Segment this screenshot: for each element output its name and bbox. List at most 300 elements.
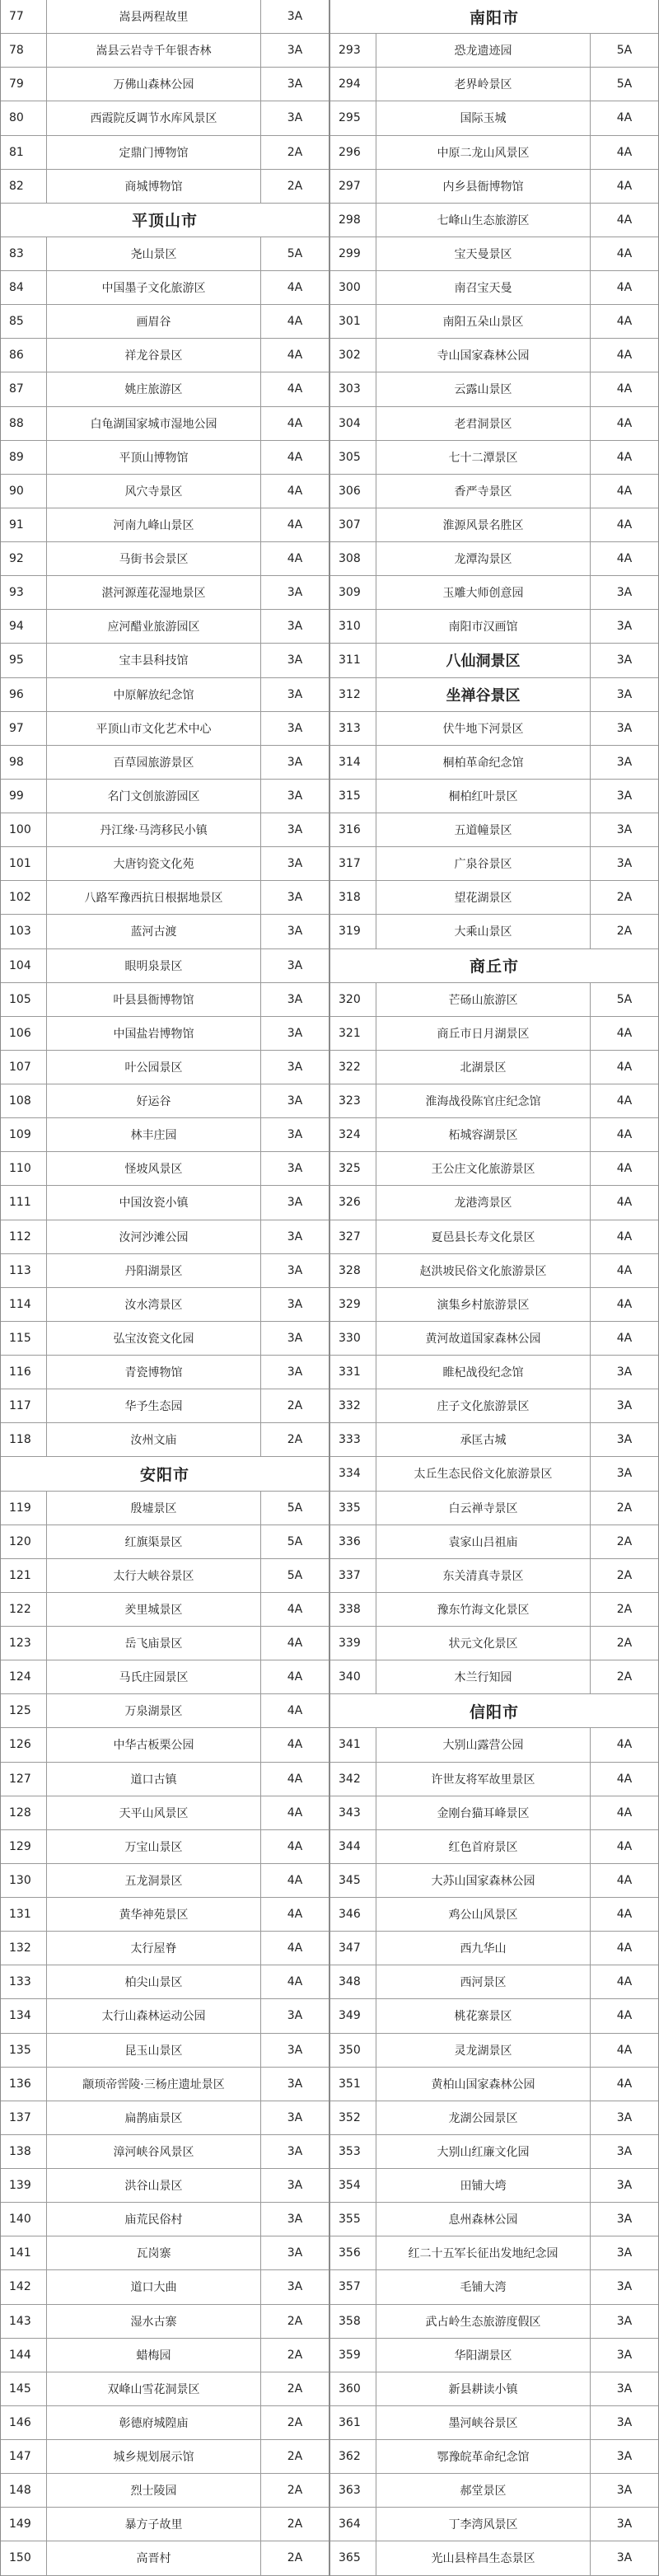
table-row <box>1 2034 329 2068</box>
grade-level: 4A <box>287 484 303 498</box>
scenic-spot-name: 伏牛地下河景区 <box>376 712 591 745</box>
row-number: 332 <box>330 1389 376 1422</box>
grade-level: 3A <box>287 44 303 58</box>
scenic-spot-name: 漳河峡谷风景区 <box>47 2135 261 2168</box>
row-number: 338 <box>330 1593 376 1626</box>
scenic-spot-name: 桐柏红叶景区 <box>376 780 591 813</box>
scenic-spot-name: 息州森林公园 <box>376 2203 591 2236</box>
table-row <box>330 271 658 305</box>
grade-level: 5A <box>616 77 633 91</box>
grade-level: 3A <box>616 1467 633 1481</box>
table-row <box>1 780 329 813</box>
grade-level: 4A <box>287 1806 303 1820</box>
grade-level: 3A <box>287 1026 303 1040</box>
row-number: 135 <box>1 2034 47 2067</box>
grade-level: 4A <box>616 1873 633 1887</box>
table-row <box>1 1763 329 1796</box>
table-row <box>1 1796 329 1830</box>
row-number: 329 <box>330 1288 376 1321</box>
grade-level: 4A <box>287 552 303 566</box>
grade-level: 4A <box>287 416 303 430</box>
grade-level: 4A <box>616 450 633 464</box>
row-number: 118 <box>1 1423 47 1456</box>
grade-level: 4A <box>287 1670 303 1684</box>
grade-level: 3A <box>616 2110 633 2124</box>
scenic-spot-name: 毛铺大湾 <box>376 2270 591 2303</box>
scenic-spot-name: 宝丰县科技馆 <box>47 644 261 677</box>
row-number: 297 <box>330 170 376 203</box>
row-number: 138 <box>1 2135 47 2168</box>
row-number: 343 <box>330 1796 376 1829</box>
table-row <box>1 475 329 508</box>
table-row <box>330 610 658 644</box>
table-row <box>330 712 658 746</box>
grade-level: 4A <box>616 1162 633 1176</box>
scenic-spot-name: 黄华神苑景区 <box>47 1898 261 1931</box>
row-number: 302 <box>330 339 376 372</box>
row-number: 92 <box>1 542 47 575</box>
row-number: 340 <box>330 1660 376 1693</box>
table-row <box>330 2474 658 2508</box>
row-number: 303 <box>330 372 376 405</box>
grade-level: 5A <box>287 1534 303 1548</box>
table-row <box>330 1593 658 1627</box>
table-row <box>1 1627 329 1660</box>
row-number: 295 <box>330 101 376 134</box>
row-number: 363 <box>330 2474 376 2507</box>
scenic-spot-name: 夏邑县长寿文化景区 <box>376 1220 591 1253</box>
table-row <box>1 610 329 644</box>
table-row <box>330 1051 658 1084</box>
scenic-spot-name: 鸡公山风景区 <box>376 1898 591 1931</box>
scenic-spot-name: 叶公园景区 <box>47 1051 261 1084</box>
grade-level: 4A <box>616 1941 633 1955</box>
table-row <box>1 1322 329 1356</box>
scenic-spot-name: 洪谷山景区 <box>47 2169 261 2202</box>
grade-level: 4A <box>616 1196 633 1210</box>
row-number: 80 <box>1 101 47 134</box>
table-row <box>1 441 329 475</box>
table-row <box>1 1559 329 1593</box>
scenic-spot-name: 烈士陵园 <box>47 2474 261 2507</box>
table-row <box>330 101 658 135</box>
scenic-spot-name: 太行大峡谷景区 <box>47 1559 261 1592</box>
scenic-spot-name: 中华古板栗公园 <box>47 1728 261 1761</box>
table-row <box>1 2339 329 2372</box>
row-number: 331 <box>330 1356 376 1389</box>
scenic-spot-name: 黄柏山国家森林公园 <box>376 2068 591 2101</box>
grade-level: 3A <box>287 721 303 735</box>
row-number: 136 <box>1 2068 47 2101</box>
grade-level: 3A <box>287 857 303 871</box>
table-row <box>1 101 329 135</box>
row-number: 327 <box>330 1220 376 1253</box>
row-number: 337 <box>330 1559 376 1592</box>
grade-level: 2A <box>616 1637 633 1651</box>
grade-level: 2A <box>287 2517 303 2532</box>
grade-level: 3A <box>287 755 303 769</box>
grade-level: 3A <box>616 1365 633 1379</box>
grade-level: 4A <box>287 1839 303 1853</box>
city-header-row <box>330 0 658 34</box>
table-row <box>330 1457 658 1491</box>
city-header-row <box>1 204 329 237</box>
scenic-spot-name: 七十二潭景区 <box>376 441 591 474</box>
scenic-spot-name: 恐龙遗迹园 <box>376 34 591 67</box>
table-row <box>330 1965 658 1999</box>
grade-level: 2A <box>616 1568 633 1582</box>
row-number: 318 <box>330 881 376 914</box>
grade-level: 3A <box>287 2144 303 2158</box>
row-number: 347 <box>330 1932 376 1965</box>
scenic-spot-name: 白云禅寺景区 <box>376 1492 591 1525</box>
scenic-spot-name: 香严寺景区 <box>376 475 591 508</box>
table-row <box>1 170 329 204</box>
row-number: 129 <box>1 1830 47 1863</box>
table-row <box>330 2068 658 2101</box>
table-row <box>1 915 329 948</box>
table-row <box>330 1559 658 1593</box>
scenic-spot-name: 商丘市日月湖景区 <box>376 1017 591 1050</box>
scenic-spot-name: 睢杞战役纪念馆 <box>376 1356 591 1389</box>
row-number: 146 <box>1 2406 47 2439</box>
row-number: 115 <box>1 1322 47 1355</box>
grade-level: 4A <box>287 382 303 396</box>
row-number: 107 <box>1 1051 47 1084</box>
table-row <box>330 1627 658 1660</box>
grade-level: 2A <box>287 2348 303 2362</box>
grade-level: 4A <box>616 1263 633 1277</box>
row-number: 316 <box>330 813 376 846</box>
scenic-spot-name: 豫东竹海文化景区 <box>376 1593 591 1626</box>
row-number: 322 <box>330 1051 376 1084</box>
row-number: 317 <box>330 847 376 880</box>
row-number: 97 <box>1 712 47 745</box>
row-number: 127 <box>1 1763 47 1796</box>
row-number: 89 <box>1 441 47 474</box>
scenic-spot-name: 中国汝瓷小镇 <box>47 1186 261 1219</box>
table-row <box>1 2406 329 2440</box>
scenic-spot-name: 内乡县衙博物馆 <box>376 170 591 203</box>
table-row <box>330 576 658 610</box>
row-number: 133 <box>1 1965 47 1998</box>
scenic-spot-name: 万宝山景区 <box>47 1830 261 1863</box>
table-row <box>330 746 658 780</box>
grade-level: 4A <box>287 450 303 464</box>
grade-level: 3A <box>616 2179 633 2193</box>
scenic-spot-name: 大别山红廉文化园 <box>376 2135 591 2168</box>
row-number: 123 <box>1 1627 47 1660</box>
grade-level: 5A <box>616 44 633 58</box>
table-row <box>330 2135 658 2169</box>
grade-level: 4A <box>616 518 633 532</box>
row-number: 356 <box>330 2236 376 2269</box>
row-number: 116 <box>1 1356 47 1389</box>
scenic-spot-name: 蓝河古渡 <box>47 915 261 948</box>
grade-level: 2A <box>287 145 303 159</box>
grade-level: 4A <box>616 246 633 260</box>
right-table <box>330 0 659 2576</box>
scenic-spot-name: 东关清真寺景区 <box>376 1559 591 1592</box>
table-row <box>1 1152 329 1186</box>
row-number: 125 <box>1 1694 47 1727</box>
grade-level: 4A <box>287 1908 303 1922</box>
row-number: 336 <box>330 1525 376 1558</box>
table-row <box>1 813 329 847</box>
row-number: 143 <box>1 2305 47 2338</box>
scenic-spot-name: 暴方子故里 <box>47 2508 261 2541</box>
row-number: 108 <box>1 1084 47 1117</box>
scenic-spot-name: 庄子文化旅游景区 <box>376 1389 591 1422</box>
grade-level: 4A <box>616 1060 633 1074</box>
row-number: 306 <box>330 475 376 508</box>
scenic-spot-name: 田铺大塆 <box>376 2169 591 2202</box>
row-number: 348 <box>330 1965 376 1998</box>
grade-level: 3A <box>616 2551 633 2565</box>
row-number: 84 <box>1 271 47 304</box>
grade-level: 4A <box>616 2043 633 2057</box>
table-row <box>330 1932 658 1965</box>
row-number: 149 <box>1 2508 47 2541</box>
table-row <box>1 1593 329 1627</box>
scenic-spot-name: 汝州文庙 <box>47 1423 261 1456</box>
row-number: 147 <box>1 2440 47 2473</box>
table-row <box>1 1999 329 2033</box>
grade-level: 3A <box>616 2348 633 2362</box>
table-row <box>330 1492 658 1525</box>
table-row <box>330 780 658 813</box>
grade-level: 4A <box>287 1704 303 1718</box>
table-row <box>1 271 329 305</box>
row-number: 333 <box>330 1423 376 1456</box>
row-number: 144 <box>1 2339 47 2372</box>
scenic-spot-name: 淮源风景名胜区 <box>376 508 591 541</box>
row-number: 148 <box>1 2474 47 2507</box>
table-row <box>330 1763 658 1796</box>
row-number: 99 <box>1 780 47 813</box>
row-number: 300 <box>330 271 376 304</box>
row-number: 87 <box>1 372 47 405</box>
table-row <box>330 204 658 237</box>
table-row <box>330 2236 658 2270</box>
table-row <box>330 2169 658 2203</box>
grade-level: 3A <box>287 1060 303 1074</box>
table-row <box>330 1152 658 1186</box>
scenic-spot-name: 道口古镇 <box>47 1763 261 1796</box>
table-row <box>330 475 658 508</box>
scenic-spot-name: 柘城容湖景区 <box>376 1118 591 1151</box>
grade-level: 3A <box>616 2382 633 2396</box>
grade-level: 4A <box>616 382 633 396</box>
row-number: 304 <box>330 407 376 440</box>
table-row <box>330 847 658 881</box>
row-number: 346 <box>330 1898 376 1931</box>
grade-level: 4A <box>616 1839 633 1853</box>
row-number: 355 <box>330 2203 376 2236</box>
grade-level: 4A <box>616 1908 633 1922</box>
grade-level: 2A <box>616 1602 633 1616</box>
table-row <box>330 1186 658 1220</box>
scenic-spot-name: 丹江缘·马湾移民小镇 <box>47 813 261 846</box>
table-row <box>1 2372 329 2406</box>
scenic-spot-name: 弘宝汝瓷文化园 <box>47 1322 261 1355</box>
table-row <box>330 1254 658 1288</box>
scenic-spot-name: 老君洞景区 <box>376 407 591 440</box>
scenic-spot-name: 大唐钧瓷文化苑 <box>47 847 261 880</box>
table-row <box>330 1118 658 1152</box>
table-row <box>330 170 658 204</box>
table-row <box>330 237 658 271</box>
scenic-spot-name: 中国墨子文化旅游区 <box>47 271 261 304</box>
row-number: 137 <box>1 2101 47 2134</box>
table-row <box>1 881 329 915</box>
table-row <box>330 372 658 406</box>
scenic-spot-name: 蜡梅园 <box>47 2339 261 2372</box>
table-row <box>330 2305 658 2339</box>
grade-level: 3A <box>287 77 303 91</box>
row-number: 98 <box>1 746 47 779</box>
scenic-spot-name: 汝河沙滩公园 <box>47 1220 261 1253</box>
row-number: 145 <box>1 2372 47 2405</box>
scenic-spot-name: 尧山景区 <box>47 237 261 270</box>
table-row <box>1 372 329 406</box>
scenic-spot-name: 芒砀山旅游区 <box>376 983 591 1016</box>
grade-level: 3A <box>287 1196 303 1210</box>
city-name: 商丘市 <box>469 958 519 977</box>
grade-level: 5A <box>287 1501 303 1515</box>
scenic-spot-name: 玉雕大师创意园 <box>376 576 591 609</box>
table-row <box>1 1965 329 1999</box>
scenic-spot-name: 龙港湾景区 <box>376 1186 591 1219</box>
grade-level: 3A <box>616 620 633 634</box>
table-row <box>330 678 658 712</box>
row-number: 120 <box>1 1525 47 1558</box>
row-number: 82 <box>1 170 47 203</box>
grade-level: 2A <box>287 2314 303 2328</box>
table-row <box>330 1796 658 1830</box>
table-row <box>330 2101 658 2135</box>
grade-level: 3A <box>287 2009 303 2023</box>
row-number: 111 <box>1 1186 47 1219</box>
grade-level: 2A <box>287 1399 303 1413</box>
scenic-spot-name: 鄂豫皖革命纪念馆 <box>376 2440 591 2473</box>
scenic-spot-name: 城乡规划展示馆 <box>47 2440 261 2473</box>
scenic-spot-name: 中原解放纪念馆 <box>47 678 261 711</box>
grade-level: 2A <box>616 1501 633 1515</box>
row-number: 104 <box>1 949 47 982</box>
grade-level: 4A <box>616 1128 633 1142</box>
grade-level: 3A <box>616 2415 633 2429</box>
scenic-spot-name: 老界岭景区 <box>376 68 591 101</box>
row-number: 299 <box>330 237 376 270</box>
scenic-spot-name: 万泉湖景区 <box>47 1694 261 1727</box>
scenic-spot-name: 黄河故道国家森林公园 <box>376 1322 591 1355</box>
scenic-spot-name: 白龟湖国家城市湿地公园 <box>47 407 261 440</box>
scenic-spot-name: 八路军豫西抗日根据地景区 <box>47 881 261 914</box>
table-row <box>330 1356 658 1389</box>
table-row <box>1 1017 329 1051</box>
scenic-spot-name: 瓦岗寨 <box>47 2236 261 2269</box>
grade-level: 3A <box>616 755 633 769</box>
grade-level: 5A <box>287 1568 303 1582</box>
grade-level: 4A <box>616 416 633 430</box>
grade-level: 3A <box>287 992 303 1006</box>
table-row <box>330 1322 658 1356</box>
row-number: 86 <box>1 339 47 372</box>
row-number: 105 <box>1 983 47 1016</box>
grade-level: 4A <box>287 281 303 295</box>
table-row <box>330 508 658 542</box>
table-row <box>1 2236 329 2270</box>
grade-level: 3A <box>287 1297 303 1311</box>
grade-level: 3A <box>287 789 303 803</box>
row-number: 308 <box>330 542 376 575</box>
grade-level: 3A <box>287 823 303 837</box>
grade-level: 3A <box>616 2144 633 2158</box>
scenic-spot-name: 好运谷 <box>47 1084 261 1117</box>
scenic-spot-name: 平顶山市文化艺术中心 <box>47 712 261 745</box>
grade-level: 4A <box>616 213 633 227</box>
grade-level: 4A <box>616 349 633 363</box>
scenic-spot-name: 嵩县云岩寺千年银杏林 <box>47 34 261 67</box>
scenic-spot-name: 王公庄文化旅游景区 <box>376 1152 591 1185</box>
scenic-spot-name: 太行山森林运动公园 <box>47 1999 261 2032</box>
row-number: 126 <box>1 1728 47 1761</box>
grade-level: 4A <box>287 1738 303 1752</box>
scenic-spot-name: 平顶山博物馆 <box>47 441 261 474</box>
row-number: 362 <box>330 2440 376 2473</box>
grade-level: 3A <box>287 111 303 125</box>
grade-level: 5A <box>287 246 303 260</box>
row-number: 351 <box>330 2068 376 2101</box>
grade-level: 3A <box>616 2213 633 2227</box>
scenic-spot-name: 七峰山生态旅游区 <box>376 204 591 237</box>
grade-level: 3A <box>616 687 633 701</box>
table-row <box>330 1898 658 1932</box>
table-row <box>1 1728 329 1762</box>
scenic-spot-name: 汝水湾景区 <box>47 1288 261 1321</box>
table-row <box>1 2203 329 2236</box>
scenic-spot-name: 西九华山 <box>376 1932 591 1965</box>
scenic-spot-name: 青瓷博物馆 <box>47 1356 261 1389</box>
scenic-spot-name: 袁家山吕祖庙 <box>376 1525 591 1558</box>
table-row <box>330 1830 658 1864</box>
row-number: 79 <box>1 68 47 101</box>
row-number: 310 <box>330 610 376 643</box>
grade-level: 3A <box>287 958 303 972</box>
grade-level: 4A <box>616 552 633 566</box>
row-number: 106 <box>1 1017 47 1050</box>
grade-level: 3A <box>287 2179 303 2193</box>
scenic-spot-name: 怪坡风景区 <box>47 1152 261 1185</box>
scenic-spot-name: 画眉谷 <box>47 305 261 338</box>
table-row <box>1 1186 329 1220</box>
table-row <box>330 136 658 170</box>
scenic-spot-name: 状元文化景区 <box>376 1627 591 1660</box>
grade-level: 3A <box>287 687 303 701</box>
row-number: 90 <box>1 475 47 508</box>
table-row <box>330 1389 658 1423</box>
scenic-spot-name: 大别山露营公园 <box>376 1728 591 1761</box>
row-number: 312 <box>330 678 376 711</box>
grade-level: 3A <box>287 2246 303 2260</box>
grade-level: 4A <box>287 1975 303 1989</box>
scenic-spot-name: 大苏山国家森林公园 <box>376 1864 591 1897</box>
grade-level: 3A <box>287 925 303 939</box>
table-row <box>1 136 329 170</box>
row-number: 130 <box>1 1864 47 1897</box>
grade-level: 3A <box>616 2314 633 2328</box>
